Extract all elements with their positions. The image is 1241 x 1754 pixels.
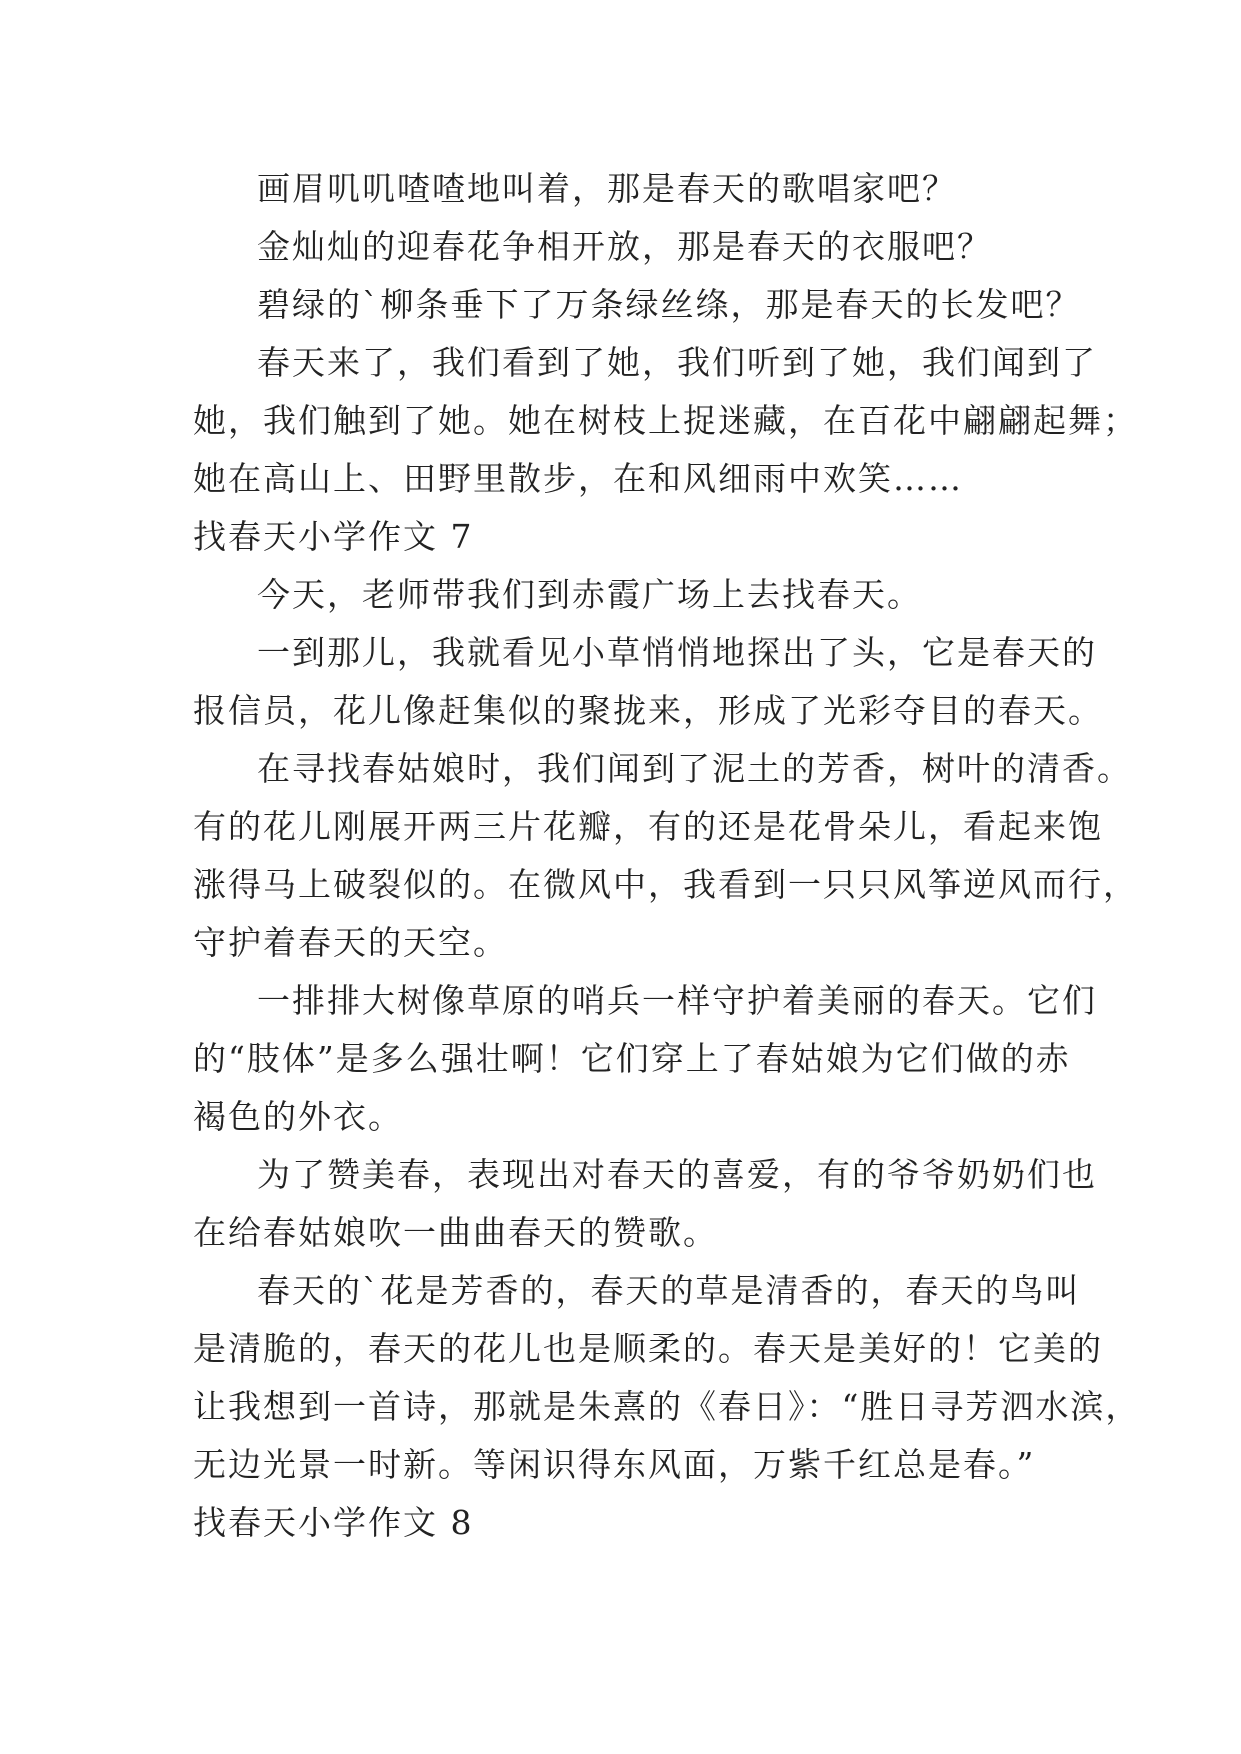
- text-line: 的“肢体”是多么强壮啊！它们穿上了春姑娘为它们做的赤: [193, 1039, 1071, 1078]
- text-line: 让我想到一首诗，那就是朱熹的《春日》：“胜日寻芳泗水滨，: [193, 1387, 1141, 1426]
- text-line: 她，我们触到了她。她在树枝上捉迷藏，在百花中翩翩起舞；: [193, 401, 1138, 440]
- text-line: 褐色的外衣。: [193, 1097, 403, 1136]
- section-heading: 找春天小学作文 8: [193, 1503, 474, 1542]
- text-line: 在给春姑娘吹一曲曲春天的赞歌。: [193, 1213, 718, 1252]
- text-line: 在寻找春姑娘时，我们闻到了泥土的芳香，树叶的清香。: [257, 749, 1132, 788]
- text-line: 一排排大树像草原的哨兵一样守护着美丽的春天。它们: [257, 981, 1097, 1020]
- text-line: 画眉叽叽喳喳地叫着，那是春天的歌唱家吧？: [257, 169, 957, 208]
- text-line: 金灿灿的迎春花争相开放，那是春天的衣服吧？: [257, 227, 992, 266]
- text-line: 春天的`花是芳香的，春天的草是清香的，春天的鸟叫: [257, 1271, 1081, 1310]
- text-line: 报信员，花儿像赶集似的聚拢来，形成了光彩夺目的春天。: [193, 691, 1103, 730]
- text-line: 无边光景一时新。等闲识得东风面，万紫千红总是春。”: [193, 1445, 1036, 1484]
- text-line: 春天来了，我们看到了她，我们听到了她，我们闻到了: [257, 343, 1097, 382]
- text-line: 一到那儿，我就看见小草悄悄地探出了头，它是春天的: [257, 633, 1097, 672]
- text-line: 为了赞美春，表现出对春天的喜爱，有的爷爷奶奶们也: [257, 1155, 1097, 1194]
- section-heading: 找春天小学作文 7: [193, 517, 474, 556]
- text-line: 碧绿的`柳条垂下了万条绿丝绦，那是春天的长发吧？: [257, 285, 1081, 324]
- text-line: 她在高山上、田野里散步，在和风细雨中欢笑……: [193, 459, 963, 498]
- text-line: 是清脆的，春天的花儿也是顺柔的。春天是美好的！它美的: [193, 1329, 1103, 1368]
- text-line: 守护着春天的天空。: [193, 923, 508, 962]
- text-line: 今天，老师带我们到赤霞广场上去找春天。: [257, 575, 922, 614]
- document-body: [193, 160, 1141, 1552]
- text-line: 有的花儿刚展开两三片花瓣，有的还是花骨朵儿，看起来饱: [193, 807, 1103, 846]
- text-line: 涨得马上破裂似的。在微风中，我看到一只只风筝逆风而行，: [193, 865, 1138, 904]
